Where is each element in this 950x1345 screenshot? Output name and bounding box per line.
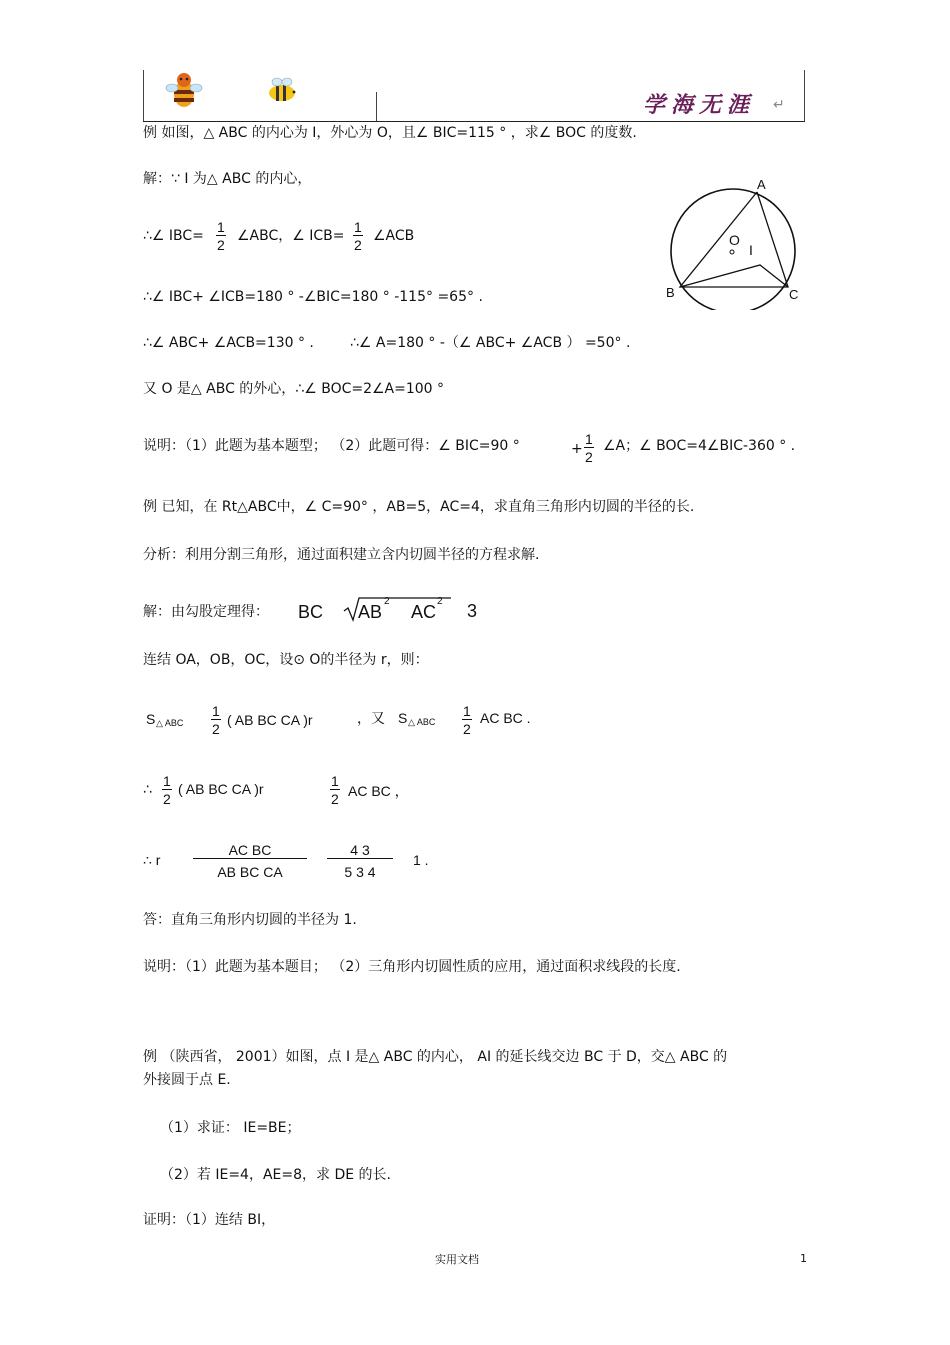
pythag-bc: BC xyxy=(298,602,324,622)
header-left-border xyxy=(143,70,144,121)
header-divider xyxy=(376,92,377,121)
example2-connect: 连结 OA，OB，OC，设⊙ O的半径为 r，则： xyxy=(143,652,429,668)
area-sub-1: △ ABC xyxy=(156,718,184,728)
pythag-ac-exp: 2 xyxy=(437,596,443,607)
header-return-mark: ↵ xyxy=(773,97,785,113)
page-number: 1 xyxy=(800,1252,807,1265)
pythag-result: 3 xyxy=(467,601,478,621)
example3-part2: （2）若 IE=4，AE=8，求 DE 的长. xyxy=(160,1167,392,1183)
example1-line4: 又 O 是△ ABC 的外心，∴∠ BOC=2∠A=100 ° xyxy=(143,381,445,397)
header-brand: 学海无涯 xyxy=(643,92,756,118)
pythag-ab: AB xyxy=(358,602,383,622)
vertex-c-label: C xyxy=(789,287,799,302)
area-expr-1: ( AB BC CA )r xyxy=(227,712,313,728)
example2-sol-prefix: 解：由勾股定理得： xyxy=(143,604,269,620)
r-prefix: ∴ r xyxy=(143,852,161,868)
example3-question-line2: 外接圆于点 E. xyxy=(143,1072,231,1088)
half-fraction-3: $\frac{1}{2}$ xyxy=(585,431,593,465)
header-right-border xyxy=(804,70,805,121)
half-fraction-6: $\frac{1}{2}$ xyxy=(163,773,171,807)
half-fraction-4: $\frac{1}{2}$ xyxy=(212,703,220,737)
example1-note-b: ∠A；∠ BOC=4∠BIC-360 ° . xyxy=(603,438,796,454)
example1-line1-mid: ∠ABC，∠ ICB= xyxy=(237,228,345,244)
example1-line3b: ∴∠ A=180 ° -（∠ ABC+ ∠ACB ） =50° . xyxy=(350,335,631,351)
area-sub-2: △ ABC xyxy=(408,717,436,727)
example1-question: 例 如图，△ ABC 的内心为 I，外心为 O，且∠ BIC=115 ° ，求∠ BOC 的度数. xyxy=(143,125,637,141)
example3-question-line1: 例 （陕西省， 2001）如图，点 I 是△ ABC 的内心， AI 的延长线交边 BC 于 D，交△ ABC 的 xyxy=(143,1049,728,1065)
example1-line2: ∴∠ IBC+ ∠ICB=180 ° -∠BIC=180 ° -115° =65° . xyxy=(143,289,483,305)
example1-line1-end: ∠ACB xyxy=(373,228,415,244)
footer-label: 实用文档 xyxy=(435,1253,479,1266)
pythag-ab-exp: 2 xyxy=(384,596,390,607)
example2-question: 例 已知，在 Rt△ABC中，∠ C=90° ，AB=5，AC=4，求直角三角形内切圆的半径的长. xyxy=(143,499,695,515)
half-fraction-5: $\frac{1}{2}$ xyxy=(463,703,471,737)
area-mid: ，又 xyxy=(357,711,385,727)
vertex-a-label: A xyxy=(757,177,766,192)
header-rule xyxy=(143,121,805,122)
bee-logo-left xyxy=(163,70,205,112)
example1-sol-intro: 解：∵ I 为△ ABC 的内心， xyxy=(143,171,312,187)
r-fraction-1: $\frac{\text{AC BC}}{\text{AB BC CA}}$ xyxy=(193,842,307,881)
center-o-label: O xyxy=(729,232,740,248)
pythag-ac: AC xyxy=(411,602,437,622)
half-fraction-2: $\frac{1}{2}$ xyxy=(354,219,362,253)
example1-note-plus: + xyxy=(571,441,583,457)
incenter-i-label: I xyxy=(749,242,753,258)
example2-answer: 答：直角三角形内切圆的半径为 1. xyxy=(143,912,357,928)
example2-analysis: 分析：利用分割三角形，通过面积建立含内切圆半径的方程求解. xyxy=(143,547,540,563)
eq-prefix: ∴ xyxy=(143,782,152,798)
area-symbol-2: S xyxy=(398,710,408,726)
example1-note-a: 说明：（1）此题为基本题型； （2）此题可得：∠ BIC=90 ° xyxy=(143,438,520,454)
area-symbol-1: S xyxy=(146,711,156,727)
area-expr-2: AC BC . xyxy=(480,710,531,726)
half-fraction-7: $\frac{1}{2}$ xyxy=(331,773,339,807)
eq-right: AC BC ， xyxy=(348,783,409,799)
example1-line1-prefix: ∴∠ IBC= xyxy=(143,228,204,244)
r-value: 1 . xyxy=(413,852,429,868)
example2-note: 说明：（1）此题为基本题目； （2）三角形内切圆性质的应用，通过面积求线段的长度. xyxy=(143,959,681,975)
bee-logo-right xyxy=(264,76,300,104)
half-fraction-1: $\frac{1}{2}$ xyxy=(217,219,225,253)
example1-line3a: ∴∠ ABC+ ∠ACB=130 ° . xyxy=(143,335,314,351)
eq-left: ( AB BC CA )r xyxy=(178,781,264,797)
example3-proof: 证明：（1）连结 BI， xyxy=(143,1212,276,1228)
example3-part1: （1）求证： IE=BE； xyxy=(160,1120,301,1136)
r-fraction-2: $\frac{4 3}{5 3 4}$ xyxy=(327,842,393,881)
vertex-b-label: B xyxy=(666,285,675,300)
